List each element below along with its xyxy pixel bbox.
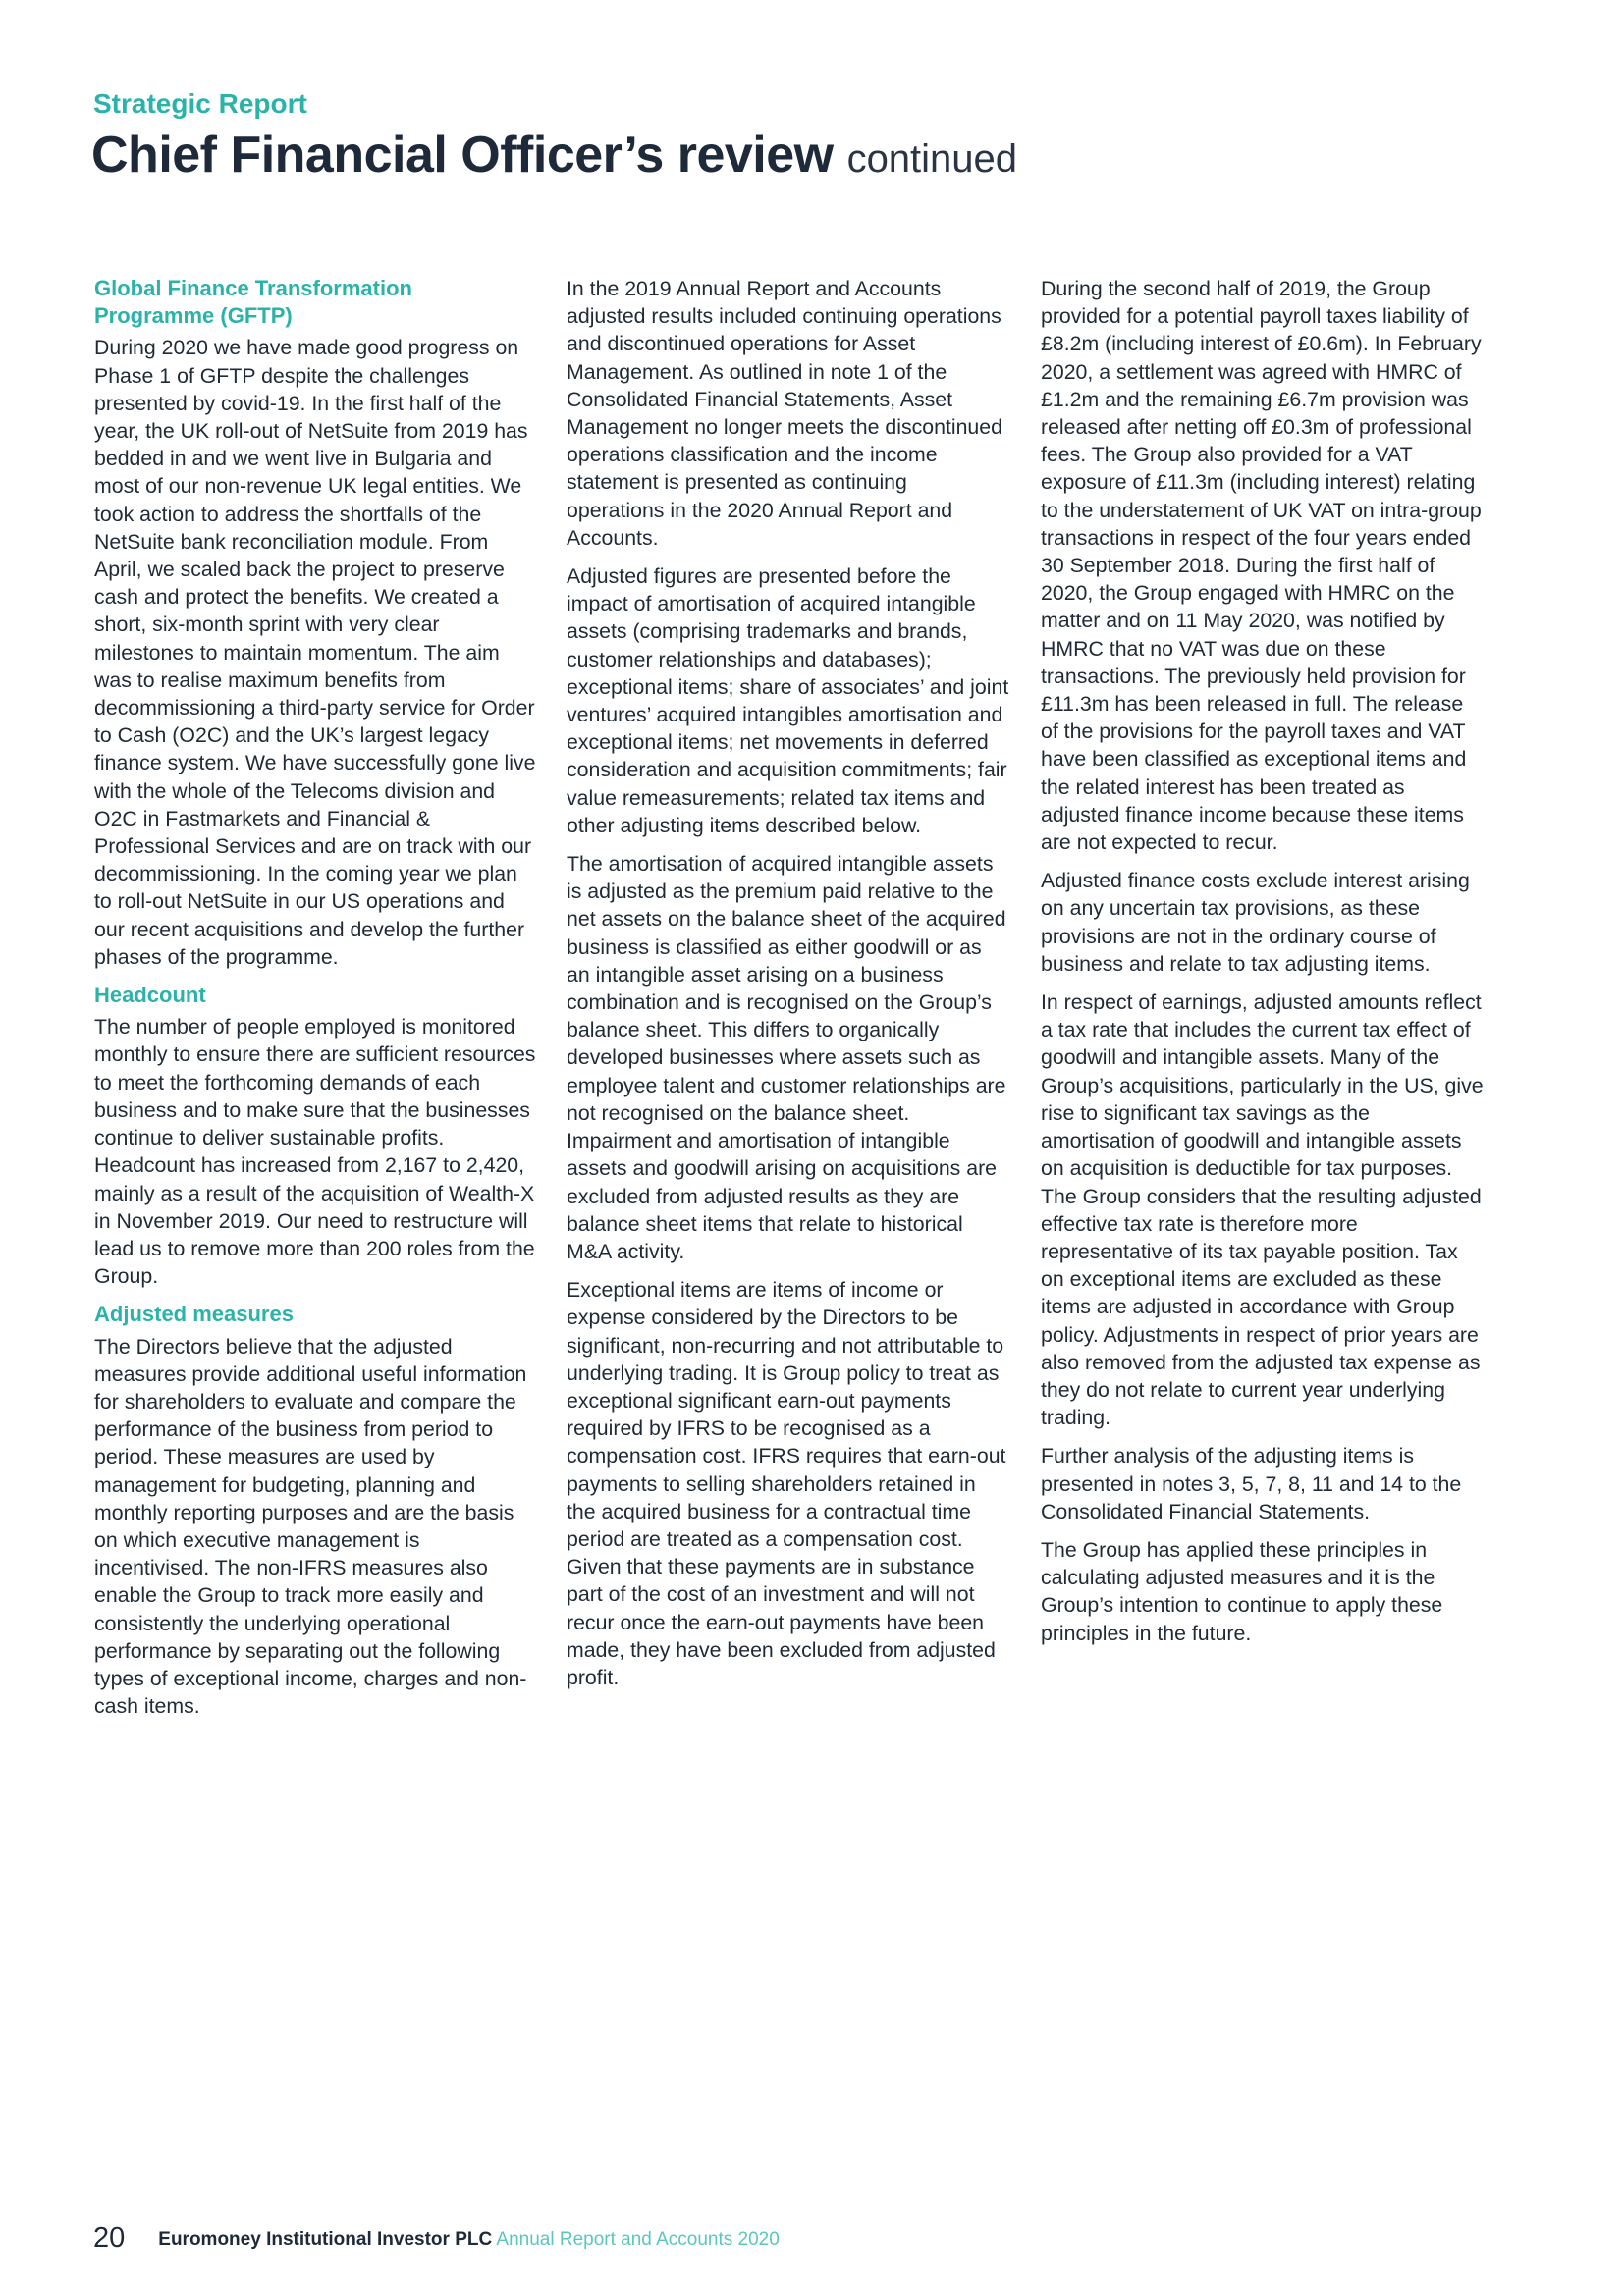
page-title-suffix: continued — [846, 137, 1018, 181]
body-paragraph: Further analysis of the adjusting items is presented in notes 3, 5, 7, 8, 11 and 14 to the Consolidated Financial Statements. — [1041, 1444, 1462, 1523]
footer-company: Euromoney Institutional Investor PLC — [158, 2229, 493, 2250]
body-paragraph: The Group has applied these principles in calculating adjusted measures and it is the Group’s intention to continue to apply these principles in the future. — [1041, 1537, 1443, 1645]
section-heading: Headcount — [94, 983, 206, 1008]
footer-report-title: Annual Report and Accounts 2020 — [496, 2229, 780, 2250]
body-paragraph: In respect of earnings, adjusted amounts reflect a tax rate that includes the current tax effect of goodwill and intangible assets. Many of the Group’s acquisitions, particularly in the US, give rise to significant tax savings as the amortisation of goodwill and intangible assets on acquisition is deductible for tax purposes. The Group considers that the resulting adjusted effective tax rate is therefore more representative of its tax payable position. Tax on exceptional items are excluded as these items are adjusted in accordance with Group policy. Adjustments in respect of prior years are also removed from the adjusted tax expense as they do not relate to current year underlying trading. — [1041, 990, 1484, 1430]
page-title — [91, 126, 1017, 185]
body-paragraph: The Directors believe that the adjusted measures provide additional useful information for shareholders to evaluate and compare the performance of the business from period to period. These measures are used by management for budgeting, planning and monthly reporting purposes and are the basis on which executive management is incentivised. The non-IFRS measures also enable the Group to track more easily and consistently the underlying operational performance by separating out the following types of exceptional income, charges and non-cash items. — [94, 1334, 527, 1719]
section-label: Strategic Report — [93, 88, 307, 119]
body-paragraph: The amortisation of acquired intangible assets is adjusted as the premium paid relative to the net assets on the balance sheet of the acquired business is classified as either goodwill or as an intangible asset arising on a business combination and is recognised on the Group’s balance sheet. This differs to organically developed businesses where assets such as employee talent and customer relationships are not recognised on the balance sheet. Impairment and amortisation of intangible assets and goodwill arising on acquisitions are excluded from adjusted results as they are balance sheet items that relate to historical M&A activity. — [567, 852, 1006, 1263]
body-paragraph: Exceptional items are items of income or expense considered by the Directors to be significant, non-recurring and not attributable to underlying trading. It is Group policy to treat as exceptional significant earn-out payments required by IFRS to be recognised as a compensation cost. IFRS requires that earn-out payments to selling shareholders retained in the acquired business for a contractual time period are treated as a compensation cost. Given that these payments are in substance part of the cost of an investment and will not recur once the earn-out payments have been made, they have been excluded from adjusted profit. — [567, 1278, 1006, 1689]
column-3 — [1041, 275, 1485, 1658]
section-heading: Global Finance Transformation Programme (GFTP) — [94, 276, 412, 329]
column-1 — [94, 275, 538, 1731]
page-title-main: Chief Financial Officer’s review — [91, 127, 834, 184]
page-number: 20 — [93, 2222, 126, 2254]
body-paragraph: In the 2019 Annual Report and Accounts adjusted results included continuing operations and discontinued operations for Asset Management. As outlined in note 1 of the Consolidated Financial Statements, Asset Management no longer meets the discontinued operations classification and the income statement is presented as continuing operations in the 2020 Annual Report and Accounts. — [567, 277, 1002, 550]
column-2 — [567, 275, 1010, 1702]
body-paragraph: Adjusted finance costs exclude interest arising on any uncertain tax provisions, as these provisions are not in the ordinary course of business and relate to tax adjusting items. — [1041, 869, 1470, 976]
page-footer — [93, 2222, 780, 2255]
body-paragraph: During the second half of 2019, the Group provided for a potential payroll taxes liability of £8.2m (including interest of £0.6m). In February 2020, a settlement was agreed with HMRC of £1.2m and the remaining £6.7m provision was released after netting off £0.3m of professional fees. The Group also provided for a VAT exposure of £11.3m (including interest) relating to the understatement of UK VAT on intra-group transactions in respect of the four years ended 30 September 2018. During the first half of 2020, the Group engaged with HMRC on the matter and on 11 May 2020, was notified by HMRC that no VAT was due on these transactions. The previously held provision for £11.3m has been released in full. The release of the provisions for the payroll taxes and VAT have been classified as exceptional items and the related interest has been treated as adjusted finance income because these items are not expected to recur. — [1041, 277, 1482, 855]
body-paragraph: The number of people employed is monitored monthly to ensure there are sufficient resources to meet the forthcoming demands of each business and to make sure that the businesses continue to deliver sustainable profits. Headcount has increased from 2,167 to 2,420, mainly as a result of the acquisition of Wealth-X in November 2019. Our need to restructure will lead us to remove more than 200 roles from the Group. — [94, 1015, 536, 1289]
section-heading: Adjusted measures — [94, 1302, 294, 1327]
body-paragraph: During 2020 we have made good progress on Phase 1 of GFTP despite the challenges presented by covid-19. In the first half of the year, the UK roll-out of NetSuite from 2019 has bedded in and we went live in Bulgaria and most of our non-revenue UK legal entities. We took action to address the shortfalls of the NetSuite bank reconciliation module. From April, we scaled back the project to preserve cash and protect the benefits. We created a short, six-month sprint with very clear milestones to maintain momentum. The aim was to realise maximum benefits from decommissioning a third-party service for Order to Cash (O2C) and the UK’s largest legacy finance system. We have successfully gone live with the whole of the Telecoms division and O2C in Fastmarkets and Financial & Professional Services and are on track with our decommissioning. In the coming year we plan to roll-out NetSuite in our US operations and our recent acquisitions and develop the further phases of the programme. — [94, 336, 536, 969]
body-paragraph: Adjusted figures are presented before the impact of amortisation of acquired intangible assets (comprising trademarks and brands, customer relationships and databases); exceptional items; share of associates’ and joint ventures’ acquired intangibles amortisation and exceptional items; net movements in deferred consideration and acquisition commitments; fair value remeasurements; related tax items and other adjusting items described below. — [567, 564, 1009, 837]
